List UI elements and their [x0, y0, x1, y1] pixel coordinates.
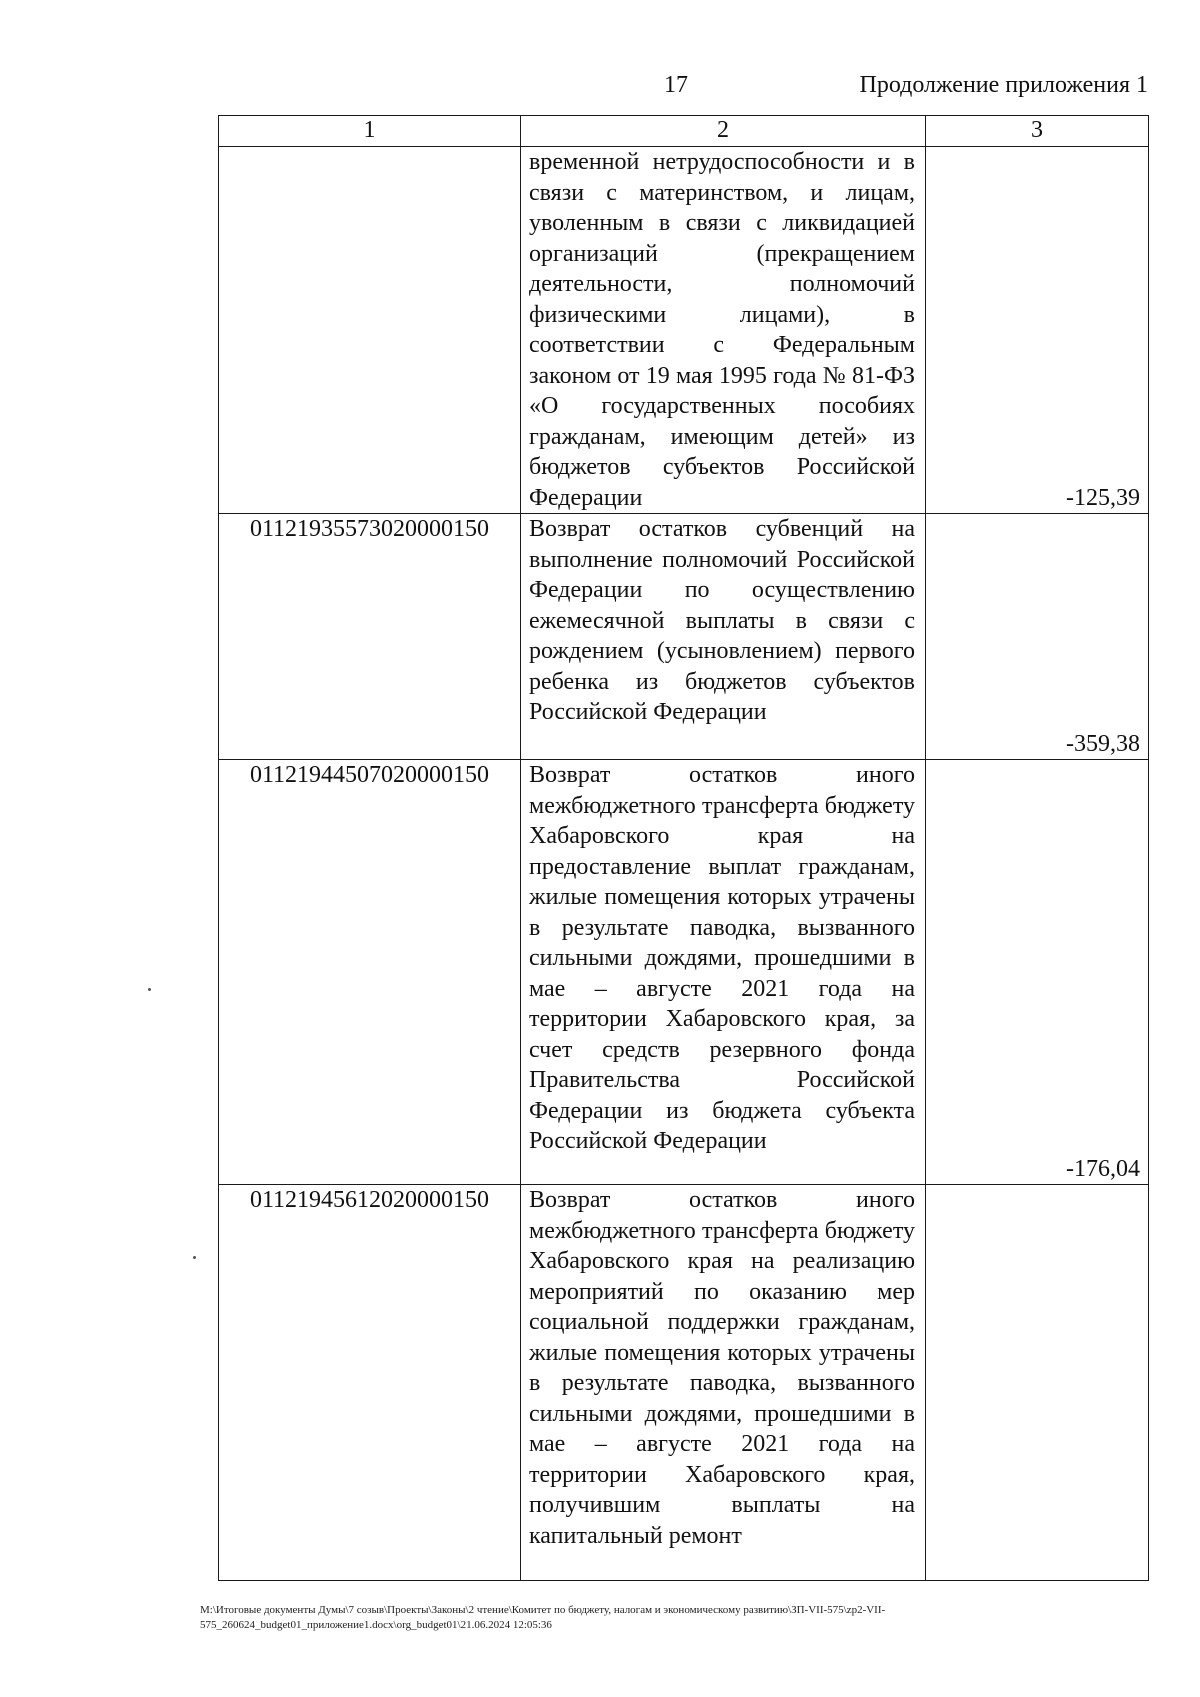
scan-speck — [193, 1256, 196, 1259]
table-row — [219, 760, 1149, 1185]
budget-code — [219, 147, 521, 514]
budget-code: 01121944507020000150 — [219, 760, 521, 1185]
table-row — [219, 514, 1149, 760]
budget-code: 01121935573020000150 — [219, 514, 521, 760]
continuation-label: Продолжение приложения 1 — [859, 72, 1148, 98]
table-row — [219, 147, 1149, 514]
table-row — [219, 1185, 1149, 1581]
budget-amount: -125,39 — [926, 147, 1149, 514]
budget-description: Возврат остатков субвенций на выполнение полномочий Российской Федерации по осуществлению ежемесячной выплаты в связи с рождением (усыновлением) первого ребенка из бюджетов субъектов Российской Федерации — [521, 514, 926, 760]
budget-table — [218, 115, 1149, 1581]
column-header: 3 — [926, 116, 1149, 147]
table-header-row — [219, 116, 1149, 147]
budget-amount — [926, 1185, 1149, 1581]
column-header: 2 — [521, 116, 926, 147]
budget-amount: -176,04 — [926, 760, 1149, 1185]
scan-speck — [148, 988, 151, 991]
budget-amount: -359,38 — [926, 514, 1149, 760]
budget-description: Возврат остатков иного межбюджетного трансферта бюджету Хабаровского края на реализацию мероприятий по оказанию мер социальной поддержки гражданам, жилые помещения которых утрачены в результате паводка, вызванного сильными дождями, прошедшими в мае – августе 2021 года на территории Хабаровского края, получившим выплаты на капитальный ремонт — [521, 1185, 926, 1581]
budget-code: 01121945612020000150 — [219, 1185, 521, 1581]
column-header: 1 — [219, 116, 521, 147]
page-number: 17 — [664, 72, 688, 98]
file-path-footer: М:\Итоговые документы Думы\7 созыв\Проекты\Законы\2 чтение\Комитет по бюджету, налогам и экономическому развитию\ЗП-VII-575\zp2-VII-575_260624_budget01_приложение1.docx\org_budget01\21.06.2024 12:05:36 — [200, 1604, 886, 1631]
budget-description: Возврат остатков иного межбюджетного трансферта бюджету Хабаровского края на предоставление выплат гражданам, жилые помещения которых утрачены в результате паводка, вызванного сильными дождями, прошедшими в мае – августе 2021 года на территории Хабаровского края, за счет средств резервного фонда Правительства Российской Федерации из бюджета субъекта Российской Федерации — [521, 760, 926, 1185]
budget-description: временной нетрудоспособности и в связи с материнством, и лицам, уволенным в связи с ликвидацией организаций (прекращением деятельности, полномочий физическими лицами), в соответствии с Федеральным законом от 19 мая 1995 года № 81-ФЗ «О государственных пособиях гражданам, имеющим детей» из бюджетов субъектов Российской Федерации — [521, 147, 926, 514]
